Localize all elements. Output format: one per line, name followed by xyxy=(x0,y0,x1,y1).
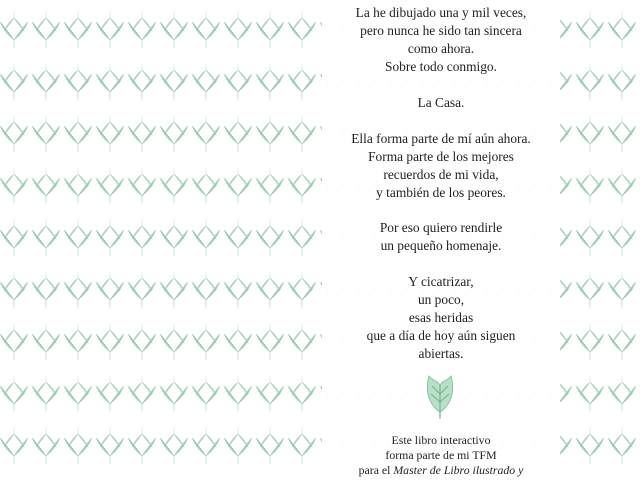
poem-line: recuerdos de mi vida, xyxy=(383,167,499,182)
stanza-4 xyxy=(322,273,560,363)
poem-line: Sobre todo conmigo. xyxy=(385,59,497,74)
poem-line: un pequeño homenaje. xyxy=(380,238,502,253)
credits-line: forma parte de mi TFM xyxy=(385,448,497,462)
credits-line-3 xyxy=(322,463,560,478)
credits xyxy=(322,433,560,478)
poem-line: como ahora. xyxy=(407,41,475,56)
stanza-1 xyxy=(322,4,560,76)
poem-title: La Casa. xyxy=(417,95,465,110)
poem-line: Por eso quiero rendirle xyxy=(379,220,503,235)
leaf-icon xyxy=(425,372,455,420)
poem-line: y también de los peores. xyxy=(376,185,506,200)
poem-line: que a día de hoy aún siguen xyxy=(366,328,516,343)
poem-line: Ella forma parte de mí aún ahora. xyxy=(351,131,531,146)
poem-line: pero nunca he sido tan sincera xyxy=(360,23,522,38)
stanza-2 xyxy=(322,130,560,202)
poem-line: Forma parte de los mejores xyxy=(368,149,514,164)
credits-line: Este libro interactivo xyxy=(391,433,491,447)
stanza-3 xyxy=(322,219,560,255)
poem-title-line xyxy=(322,94,560,112)
poem-line: un poco, xyxy=(417,292,465,307)
master-title: Master de Libro ilustrado y xyxy=(393,463,524,477)
poem-line: esas heridas xyxy=(408,310,474,325)
poem-line: abiertas. xyxy=(418,346,464,361)
poem-line: Y cicatrizar, xyxy=(408,274,474,289)
poem-line: La he dibujado una y mil veces, xyxy=(355,5,527,20)
credits-line-3-prefix: para el xyxy=(358,463,394,477)
